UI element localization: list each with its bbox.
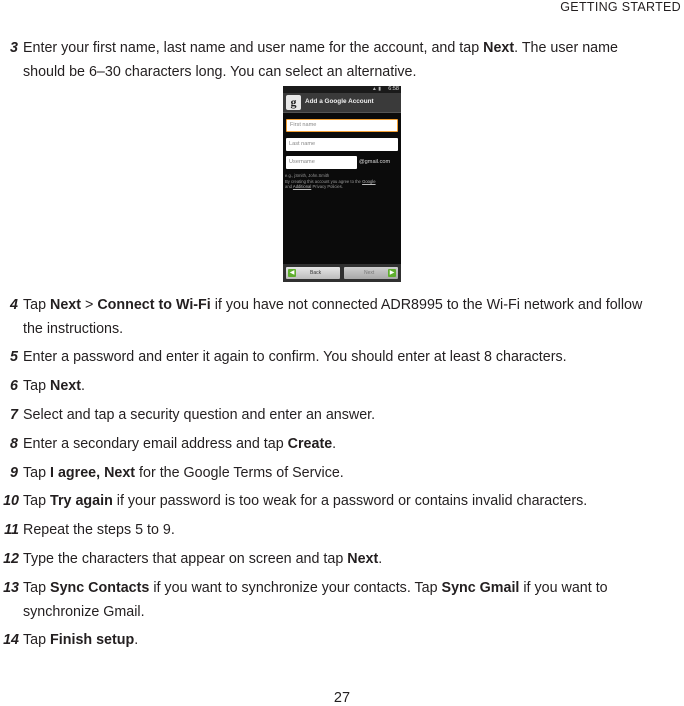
step-line	[23, 345, 673, 369]
step-text-run: if you want to	[519, 580, 608, 596]
domain-suffix: @gmail.com	[359, 159, 391, 165]
step-text	[23, 489, 673, 513]
step-text-run: Enter a secondary email address and tap	[23, 436, 288, 452]
emphasis-term: Next	[50, 378, 82, 394]
step-number: 6	[10, 378, 18, 394]
emphasis-term: Finish setup	[50, 632, 135, 648]
step-text	[23, 547, 673, 571]
step-text	[23, 345, 673, 369]
username-field[interactable]: Username	[286, 156, 357, 169]
google-logo-icon: g	[286, 95, 301, 110]
step-text-run: Enter a password and enter it again to confirm. You should enter at least 8 characters.	[23, 349, 567, 365]
step-text	[23, 36, 673, 84]
back-label: Back	[310, 270, 322, 276]
step-number: 14	[3, 632, 19, 648]
step-line	[23, 432, 673, 456]
step-line	[23, 317, 673, 341]
step-text-run: Repeat the steps 5 to 9.	[23, 522, 175, 538]
next-label: Next	[364, 270, 375, 276]
google-terms-link[interactable]: Google	[362, 178, 376, 184]
step-text	[23, 403, 673, 427]
step-text-run: Tap	[23, 493, 51, 509]
step-text-run: .	[81, 378, 86, 394]
emphasis-term: I agree, Next	[50, 465, 136, 481]
step-text-run: Tap	[23, 297, 51, 313]
step-text-run: .	[378, 551, 383, 567]
step-text	[23, 461, 673, 485]
step-line	[23, 293, 673, 317]
step-text-run: if you want to synchronize your contacts. Tap	[149, 580, 442, 596]
emphasis-term: Next	[347, 551, 379, 567]
emphasis-term: Connect to Wi-Fi	[97, 297, 211, 313]
step-text	[23, 576, 673, 624]
step-text	[23, 628, 673, 652]
step-text-run: Tap	[23, 378, 51, 394]
step-line	[23, 403, 673, 427]
hint-policies	[285, 184, 399, 190]
step-text-run: Enter your first name, last name and user name for the account, and tap	[23, 40, 484, 56]
step-text-run: Tap	[23, 580, 51, 596]
title-bar	[283, 93, 401, 113]
status-icons: ▲ ▮	[371, 86, 381, 92]
status-time: 6:58	[388, 86, 399, 92]
step-line	[23, 489, 673, 513]
section-header: GETTING STARTED	[560, 0, 681, 14]
step-number: 12	[3, 551, 19, 567]
step-number: 4	[10, 297, 18, 313]
hint-policies-end: Privacy Policies.	[311, 184, 343, 189]
step-line	[23, 518, 673, 542]
emphasis-term: Create	[287, 436, 333, 452]
page-number: 27	[333, 690, 351, 706]
step-text	[23, 518, 673, 542]
back-arrow-icon: ◀	[289, 270, 295, 276]
step-text-run: synchronize Gmail.	[23, 604, 145, 620]
phone-screenshot	[283, 86, 401, 282]
step-text	[23, 432, 673, 456]
step-text-run: should be 6–30 characters long. You can select an alternative.	[23, 64, 417, 80]
status-bar	[283, 86, 401, 93]
step-line	[23, 576, 673, 600]
step-number: 3	[10, 40, 18, 56]
step-text-run: if you have not connected ADR8995 to the Wi-Fi network and follow	[210, 297, 643, 313]
bottom-bar	[283, 264, 401, 282]
last-name-field[interactable]: Last name	[286, 138, 398, 151]
step-text-run: Select and tap a security question and enter an answer.	[23, 407, 376, 423]
step-number: 9	[10, 465, 18, 481]
hint-example: e.g., jSmith, John.Smith	[285, 173, 330, 178]
hint-terms-text: By creating this account you agree to the	[285, 178, 363, 184]
step-number: 11	[4, 522, 19, 538]
step-text-run: . The user name	[514, 40, 618, 56]
step-text	[23, 374, 673, 398]
next-arrow-icon: ▶	[389, 270, 395, 276]
step-line	[23, 374, 673, 398]
step-number: 13	[3, 580, 19, 596]
step-text-run: .	[134, 632, 139, 648]
back-button[interactable]	[286, 267, 340, 279]
emphasis-term: Sync Contacts	[50, 580, 150, 596]
step-line	[23, 600, 673, 624]
step-text-run: >	[81, 297, 98, 313]
step-text-run: Type the characters that appear on screen and tap	[23, 551, 348, 567]
step-text-run: the instructions.	[23, 321, 124, 337]
step-text-run: for the Google Terms of Service.	[135, 465, 344, 481]
emphasis-term: Try again	[50, 493, 113, 509]
step-number: 8	[10, 436, 18, 452]
emphasis-term: Sync Gmail	[441, 580, 520, 596]
step-text	[23, 293, 673, 341]
emphasis-term: Next	[483, 40, 515, 56]
step-text-run: .	[332, 436, 337, 452]
hint-text	[285, 173, 399, 190]
next-button[interactable]	[344, 267, 398, 279]
additional-link[interactable]: Additional	[292, 184, 312, 189]
step-number: 7	[10, 407, 18, 423]
step-text-run: Tap	[23, 465, 51, 481]
step-line	[23, 461, 673, 485]
step-line	[23, 628, 673, 652]
hint-policies-text: and	[285, 184, 293, 189]
emphasis-term: Next	[50, 297, 82, 313]
step-text-run: if your password is too weak for a password or contains invalid characters.	[112, 493, 588, 509]
step-number: 10	[3, 493, 19, 509]
first-name-field[interactable]: First name	[286, 119, 398, 132]
step-line	[23, 60, 673, 84]
step-line	[23, 547, 673, 571]
step-text-run: Tap	[23, 632, 51, 648]
step-number: 5	[10, 349, 18, 365]
step-line	[23, 36, 673, 60]
screen-title: Add a Google Account	[305, 98, 374, 105]
